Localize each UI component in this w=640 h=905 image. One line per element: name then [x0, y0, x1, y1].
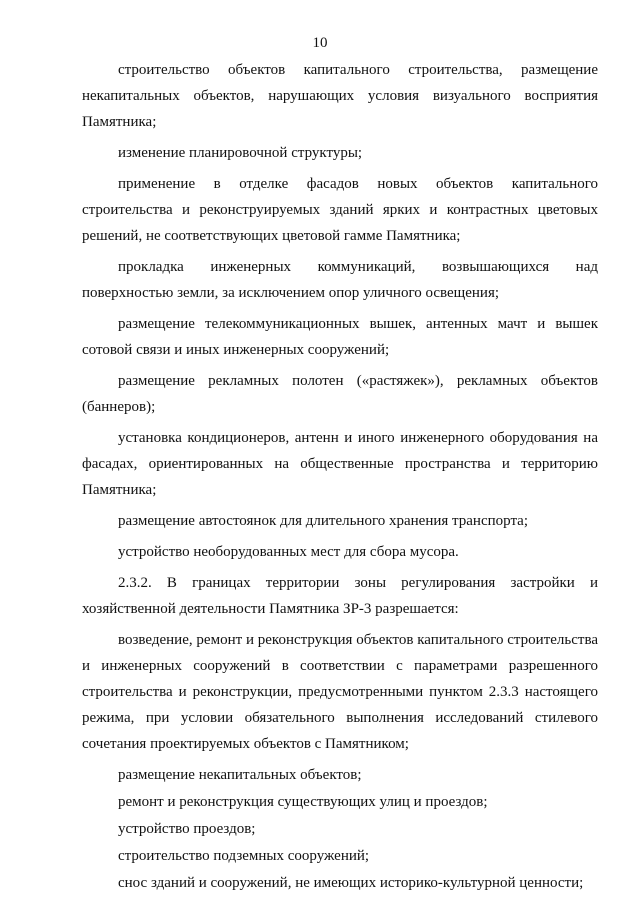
- section-paragraph-2-3-2: 2.3.2. В границах территории зоны регулирования застройки и хозяйственной деятельности Памятника ЗР-3 разрешается:: [82, 575, 598, 617]
- paragraph: устройство необорудованных мест для сбора мусора.: [118, 544, 459, 560]
- paragraph: изменение планировочной структуры;: [118, 145, 363, 161]
- paragraph: снос зданий и сооружений, не имеющих историко-культурной ценности;: [118, 875, 584, 891]
- paragraph: размещение телекоммуникационных вышек, антенных мачт и вышек сотовой связи и иных инженерных сооружений;: [82, 316, 598, 358]
- paragraph: прокладка инженерных коммуникаций, возвышающихся над поверхностью земли, за исключением опор уличного освещения;: [82, 259, 598, 301]
- paragraph: размещение рекламных полотен («растяжек»), рекламных объектов (баннеров);: [82, 373, 598, 415]
- paragraph: возведение, ремонт и реконструкция объектов капитального строительства и инженерных сооружений в соответствии с параметрами разрешенного строительства и реконструкции, предусмотренными пунктом 2.3.3 настоящего режима, при условии обязательного выполнения исследований стилевого сочетания проектируемых объектов с Памятником;: [82, 632, 598, 752]
- paragraph: размещение некапитальных объектов;: [118, 767, 362, 783]
- page-number: 10: [312, 35, 328, 51]
- paragraph: установка кондиционеров, антенн и иного инженерного оборудования на фасадах, ориентированных на общественные пространства и территорию Памятника;: [82, 430, 598, 498]
- paragraph: строительство подземных сооружений;: [118, 848, 370, 864]
- document-body: [82, 57, 598, 897]
- paragraph: ремонт и реконструкция существующих улиц и проездов;: [118, 794, 488, 810]
- paragraph: применение в отделке фасадов новых объектов капитального строительства и реконструируемых зданий ярких и контрастных цветовых решений, не соответствующих цветовой гамме Памятника;: [82, 176, 598, 244]
- paragraph: строительство объектов капитального строительства, размещение некапитальных объектов, нарушающих условия визуального восприятия Памятника;: [82, 62, 598, 130]
- paragraph: размещение автостоянок для длительного хранения транспорта;: [118, 513, 529, 529]
- paragraph: устройство проездов;: [118, 821, 256, 837]
